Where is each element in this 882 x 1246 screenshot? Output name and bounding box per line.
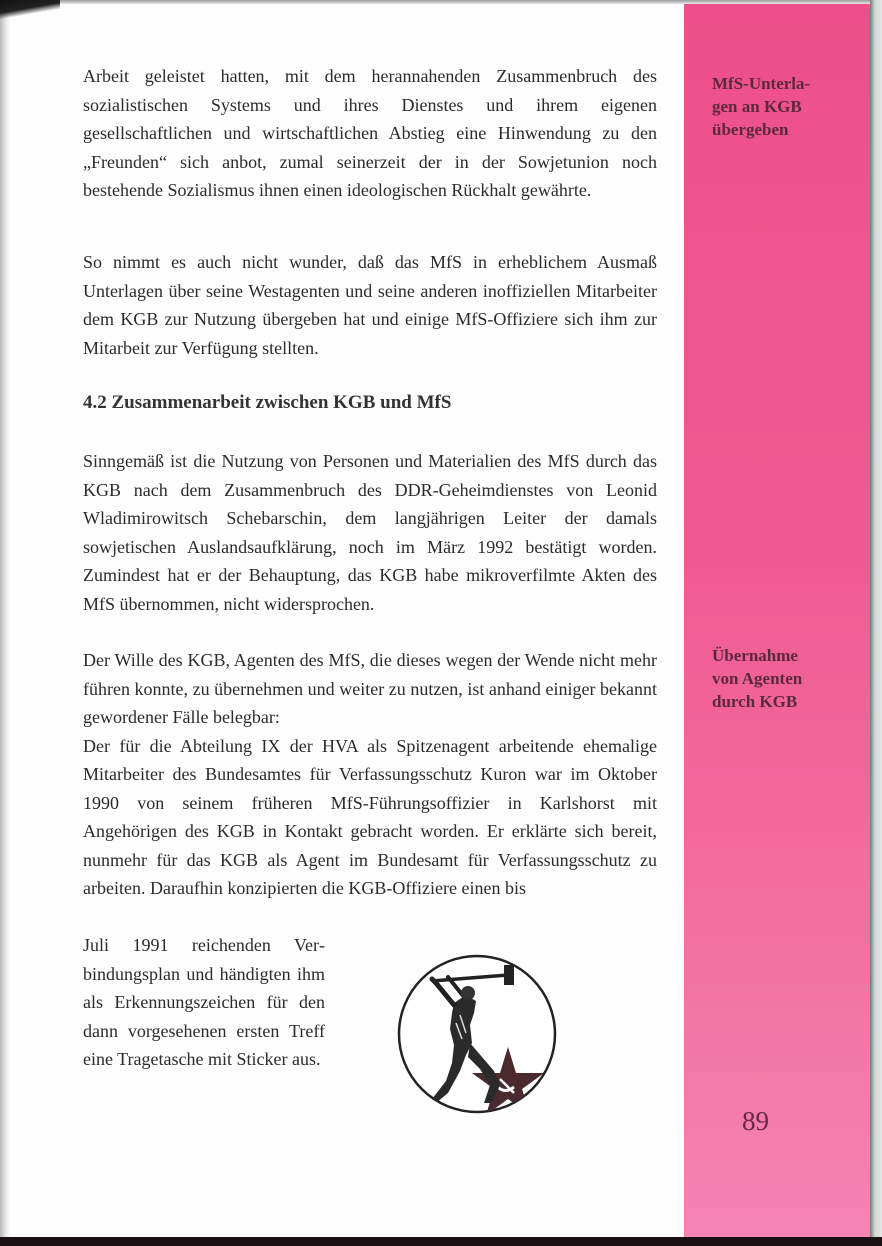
margin-note-line: gen an KGB	[712, 97, 802, 116]
scan-edge-bottom	[0, 1237, 882, 1246]
paragraph-text: Der für die Abteilung IX der HVA als Spitzenagent arbeitende ehemalige Mitarbeiter des Bundesamtes für Verfassungsschutz Kuron war im Oktober 1990 von seinem früheren MfS-Führungsoffizier in Karlshorst mit Angehörigen des KGB in Kontakt gebracht worden. Er erklärte sich bereit, nunmehr für das KGB als Agent im Bundesamt für Verfassungsschutz zu arbeiten. Daraufhin konzipierten die KGB-Offiziere einen bis	[83, 735, 657, 898]
sticker-worker-hammer-star-icon	[396, 953, 558, 1115]
margin-note-line: MfS-Unterla-	[712, 74, 811, 93]
paragraph-3	[83, 447, 657, 618]
margin-note-mfs-unterlagen	[712, 72, 862, 141]
page-number: 89	[742, 1106, 769, 1136]
paragraph-2	[83, 248, 657, 362]
paragraph-text: Sinngemäß ist die Nutzung von Personen und Materialien des MfS durch das KGB nach dem Zusammenbruch des DDR-Geheimdienstes von Leonid Wladimirowitsch Schebarschin, dem langjährigen Leiter der damals sowjetischen Auslandsaufklärung, noch im März 1992 bestätigt worden. Zumindest hat er der Behauptung, das KGB habe mikroverfilmte Akten des MfS übernommen, nicht widersprochen.	[83, 451, 657, 614]
scan-edge-right	[870, 0, 882, 1246]
margin-note-line: übergeben	[712, 120, 789, 139]
margin-note-line: von Agenten	[712, 669, 803, 688]
paragraph-4	[83, 646, 657, 903]
section-heading: 4.2 Zusammenarbeit zwischen KGB und MfS	[83, 392, 452, 413]
paragraph-text: Der Wille des KGB, Agenten des MfS, die dieses wegen der Wende nicht mehr führen konnte, zu übernehmen und weiter zu nutzen, ist anhand einiger bekannt gewordener Fälle belegbar:	[83, 650, 657, 727]
margin-note-line: Übernahme	[712, 646, 798, 665]
scan-corner-shadow	[0, 0, 60, 22]
scan-edge-left	[0, 0, 10, 1246]
margin-note-uebernahme-agenten	[712, 644, 862, 713]
margin-note-line: durch KGB	[712, 692, 798, 711]
paragraph-text: Arbeit geleistet hatten, mit dem herannahenden Zusammenbruch des sozialistischen Systems und ihres Dienstes und ihrem eigenen gesellschaftlichen und wirtschaftlichen Abstieg eine Hinwendung zu den „Freunden“ sich anbot, zumal seinerzeit der in der Sowjetunion noch bestehende Sozialismus ihnen einen ideologischen Rückhalt gewährte.	[83, 66, 657, 200]
margin-column	[684, 4, 870, 1237]
paragraph-4-continued	[83, 931, 325, 1074]
paragraph-text: So nimmt es auch nicht wunder, daß das MfS in erheblichem Ausmaß Unterlagen über seine Westagenten und seine anderen inoffiziellen Mitarbeiter dem KGB zur Nutzung übergeben hat und einige MfS-Offiziere sich ihm zur Mitarbeit zur Verfügung stellten.	[83, 252, 657, 358]
paragraph-1	[83, 62, 657, 205]
paragraph-text: Juli 1991 reichenden Verbindungsplan und händigten ihm als Erkennungszeichen für den dann vorgesehenen ersten Treff eine Tragetasche mit Sticker aus.	[83, 935, 325, 1069]
